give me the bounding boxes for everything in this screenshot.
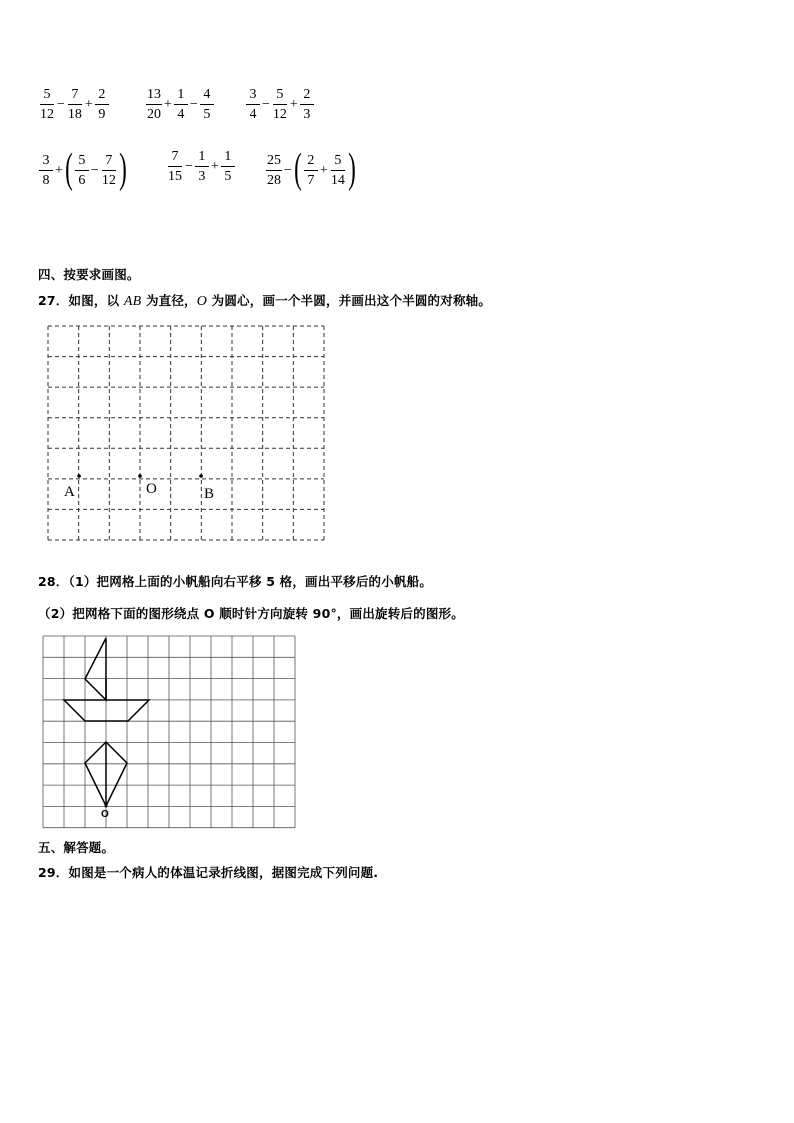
denominator: 12 xyxy=(101,173,116,188)
denominator: 4 xyxy=(177,107,185,122)
numerator: 7 xyxy=(68,88,82,105)
parenthesis: ) xyxy=(347,146,356,192)
numerator: 25 xyxy=(266,154,282,171)
fraction xyxy=(101,154,117,188)
dashed-grid-27 xyxy=(47,325,325,541)
expr-1-2 xyxy=(145,88,215,122)
operator: + xyxy=(210,159,219,174)
expr-2-2 xyxy=(166,150,236,184)
section-5-title: 五、解答题。 xyxy=(38,840,115,855)
denominator: 20 xyxy=(147,107,161,122)
grid-label-a: A xyxy=(64,484,75,500)
denominator: 18 xyxy=(67,107,82,122)
fraction xyxy=(221,150,235,184)
numerator: 2 xyxy=(304,154,318,171)
operator: + xyxy=(289,97,298,112)
fraction xyxy=(266,154,282,188)
numerator: 5 xyxy=(75,154,89,171)
numerator: 7 xyxy=(102,154,116,171)
question-28-part-2: （2）把网格下面的图形绕点 O 顺时针方向旋转 90°，画出旋转后的图形。 xyxy=(38,606,464,621)
operator: − xyxy=(90,163,99,178)
denominator: 8 xyxy=(42,173,50,188)
fraction xyxy=(167,150,183,184)
point-o xyxy=(138,474,142,478)
grid-label-b: B xyxy=(204,486,215,502)
denominator: 3 xyxy=(198,169,206,184)
fraction xyxy=(300,88,314,122)
expr-2-1 xyxy=(38,146,128,192)
operator: − xyxy=(284,163,292,178)
denominator: 9 xyxy=(98,107,106,122)
operator: − xyxy=(262,97,270,112)
kite-figure xyxy=(85,742,127,806)
fraction xyxy=(39,88,55,122)
question-27-text-pre: 如图，以 xyxy=(68,293,120,308)
expr-2-3 xyxy=(265,146,357,192)
operator: − xyxy=(189,97,198,112)
denominator: 15 xyxy=(168,169,182,184)
fraction xyxy=(304,154,318,188)
grid-label-o: O xyxy=(146,481,157,497)
fraction xyxy=(67,88,83,122)
fraction xyxy=(195,150,209,184)
numerator: 1 xyxy=(174,88,188,105)
numerator: 7 xyxy=(168,150,182,167)
numerator: 1 xyxy=(195,150,209,167)
expr-1-3 xyxy=(245,88,315,122)
numerator: 3 xyxy=(246,88,260,105)
numerator: 2 xyxy=(95,88,109,105)
point-a xyxy=(77,474,81,478)
square-grid-28 xyxy=(40,634,302,831)
denominator: 28 xyxy=(267,173,281,188)
denominator: 5 xyxy=(224,169,232,184)
numerator: 5 xyxy=(331,154,345,171)
numerator: 4 xyxy=(200,88,214,105)
denominator: 5 xyxy=(203,107,211,122)
denominator: 6 xyxy=(78,173,86,188)
denominator: 12 xyxy=(40,107,54,122)
denominator: 7 xyxy=(307,173,315,188)
question-27-text-mid: 为直径， xyxy=(145,293,197,308)
numerator: 3 xyxy=(39,154,53,171)
denominator: 12 xyxy=(272,107,287,122)
numerator: 2 xyxy=(300,88,314,105)
fraction xyxy=(330,154,346,188)
label-o-inline: O xyxy=(196,294,208,309)
numerator: 1 xyxy=(221,150,235,167)
operator: + xyxy=(84,97,93,112)
numerator: 13 xyxy=(146,88,162,105)
section-4-title: 四、按要求画图。 xyxy=(38,267,140,282)
expr-1-1 xyxy=(38,88,110,122)
fraction xyxy=(174,88,188,122)
operator: + xyxy=(164,97,172,112)
parenthesis: ( xyxy=(65,146,73,192)
question-29: 29．如图是一个病人的体温记录折线图，据图完成下列问题. xyxy=(38,865,379,880)
point-o-rotation xyxy=(105,805,108,808)
question-27-text-post: 为圆心，画一个半圆，并画出这个半圆的对称轴。 xyxy=(211,293,492,308)
fraction xyxy=(75,154,89,188)
sailboat-figure xyxy=(64,638,149,721)
denominator: 3 xyxy=(303,107,311,122)
operator: − xyxy=(57,97,65,112)
numerator: 5 xyxy=(273,88,287,105)
numerator: 5 xyxy=(40,88,54,105)
fraction xyxy=(146,88,162,122)
denominator: 4 xyxy=(249,107,257,122)
fraction xyxy=(272,88,288,122)
denominator: 14 xyxy=(330,173,345,188)
label-ab-inline: AB xyxy=(123,294,142,309)
question-28-part-1: 28．（1）把网格上面的小帆船向右平移 5 格，画出平移后的小帆船。 xyxy=(38,574,433,589)
point-b xyxy=(199,474,203,478)
parenthesis: ) xyxy=(118,146,127,192)
fraction xyxy=(246,88,260,122)
operator: + xyxy=(319,163,328,178)
question-27 xyxy=(38,291,491,310)
fraction xyxy=(95,88,109,122)
parenthesis: ( xyxy=(294,146,302,192)
fraction xyxy=(200,88,214,122)
question-27-number: 27． xyxy=(38,293,69,308)
grid-28-label-o: O xyxy=(101,809,109,820)
fraction xyxy=(39,154,53,188)
operator: − xyxy=(185,159,193,174)
operator: + xyxy=(55,163,63,178)
